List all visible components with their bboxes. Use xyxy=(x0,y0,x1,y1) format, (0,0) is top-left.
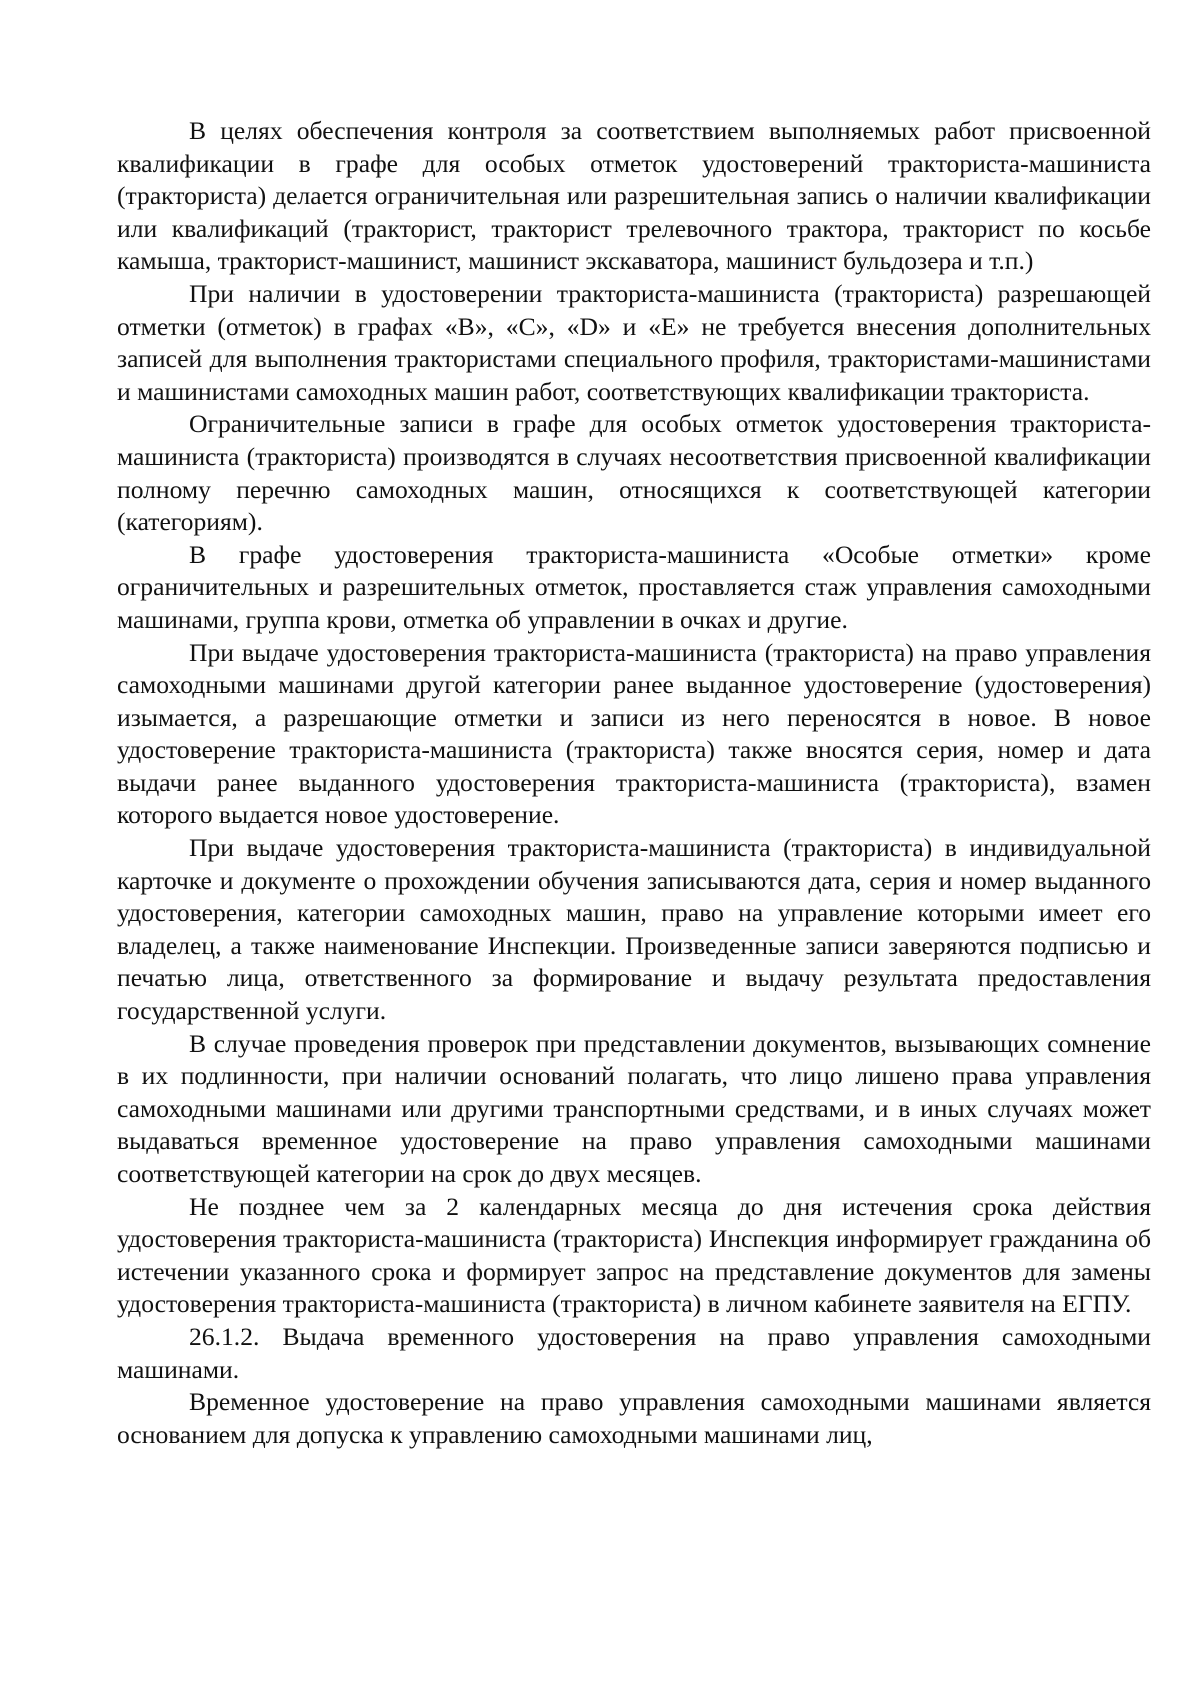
section-heading-26-1-2: 26.1.2. Выдача временного удостоверения на право управления самоходными машинами. xyxy=(117,1321,1151,1384)
paragraph-special-marks: В графе удостоверения тракториста-машиниста «Особые отметки» кроме ограничительных и разрешительных отметок, проставляется стаж управления самоходными машинами, группа крови, отметка об управлении в очках и другие. xyxy=(117,539,1151,634)
document-page xyxy=(117,115,1151,1451)
paragraph-qualification-marks: В целях обеспечения контроля за соответствием выполняемых работ присвоенной квалификации в графе для особых отметок удостоверений тракториста-машиниста (тракториста) делается ограничительная или разрешительная запись о наличии квалификации или квалификаций (тракторист, тракторист трелевочного трактора, тракторист по косьбе камыша, тракторист-машинист, машинист экскаватора, машинист бульдозера и т.п.) xyxy=(117,116,1151,276)
paragraph-temporary-license-basis: Временное удостоверение на право управления самоходными машинами является основанием для допуска к управлению самоходными машинами лиц, xyxy=(117,1387,1151,1449)
paragraph-permissive-marks: При наличии в удостоверении тракториста-машиниста (тракториста) разрешающей отметки (отметок) в графах «В», «С», «D» и «Е» не требуется внесения дополнительных записей для выполнения трактористами специального профиля, трактористами-машинистами и машинистами самоходных машин работ, соответствующих квалификации тракториста. xyxy=(117,278,1151,406)
paragraph-restrictive-records: Ограничительные записи в графе для особых отметок удостоверения тракториста-машиниста (тракториста) производятся в случаях несоответствия присвоенной квалификации полному перечню самоходных машин, относящихся к соответствующей категории (категориям). xyxy=(117,409,1151,537)
paragraph-temporary-license-cases: В случае проведения проверок при представлении документов, вызывающих сомнение в их подлинности, при наличии оснований полагать, что лицо лишено права управления самоходными машинами или другими транспортными средствами, и в иных случаях может выдаваться временное удостоверение на право управления самоходными машинами соответствующей категории на срок до двух месяцев. xyxy=(117,1028,1151,1188)
paragraph-new-category-issue: При выдаче удостоверения тракториста-машиниста (тракториста) на право управления самоходными машинами другой категории ранее выданное удостоверение (удостоверения) изымается, а разрешающие отметки и записи из него переносятся в новое. В новое удостоверение тракториста-машиниста (тракториста) также вносятся серия, номер и дата выдачи ранее выданного удостоверения тракториста-машиниста (тракториста), взамен которого выдается новое удостоверение. xyxy=(117,637,1151,830)
paragraph-individual-card: При выдаче удостоверения тракториста-машиниста (тракториста) в индивидуальной карточке и документе о прохождении обучения записываются дата, серия и номер выданного удостоверения, категории самоходных машин, право на управление которыми имеет его владелец, а также наименование Инспекции. Произведенные записи заверяются подписью и печатью лица, ответственного за формирование и выдачу результата предоставления государственной услуги. xyxy=(117,833,1151,1026)
paragraph-expiry-notice: Не позднее чем за 2 календарных месяца до дня истечения срока действия удостоверения тракториста-машиниста (тракториста) Инспекция информирует гражданина об истечении указанного срока и формирует запрос на представление документов для замены удостоверения тракториста-машиниста (тракториста) в личном кабинете заявителя на ЕГПУ. xyxy=(117,1191,1151,1319)
